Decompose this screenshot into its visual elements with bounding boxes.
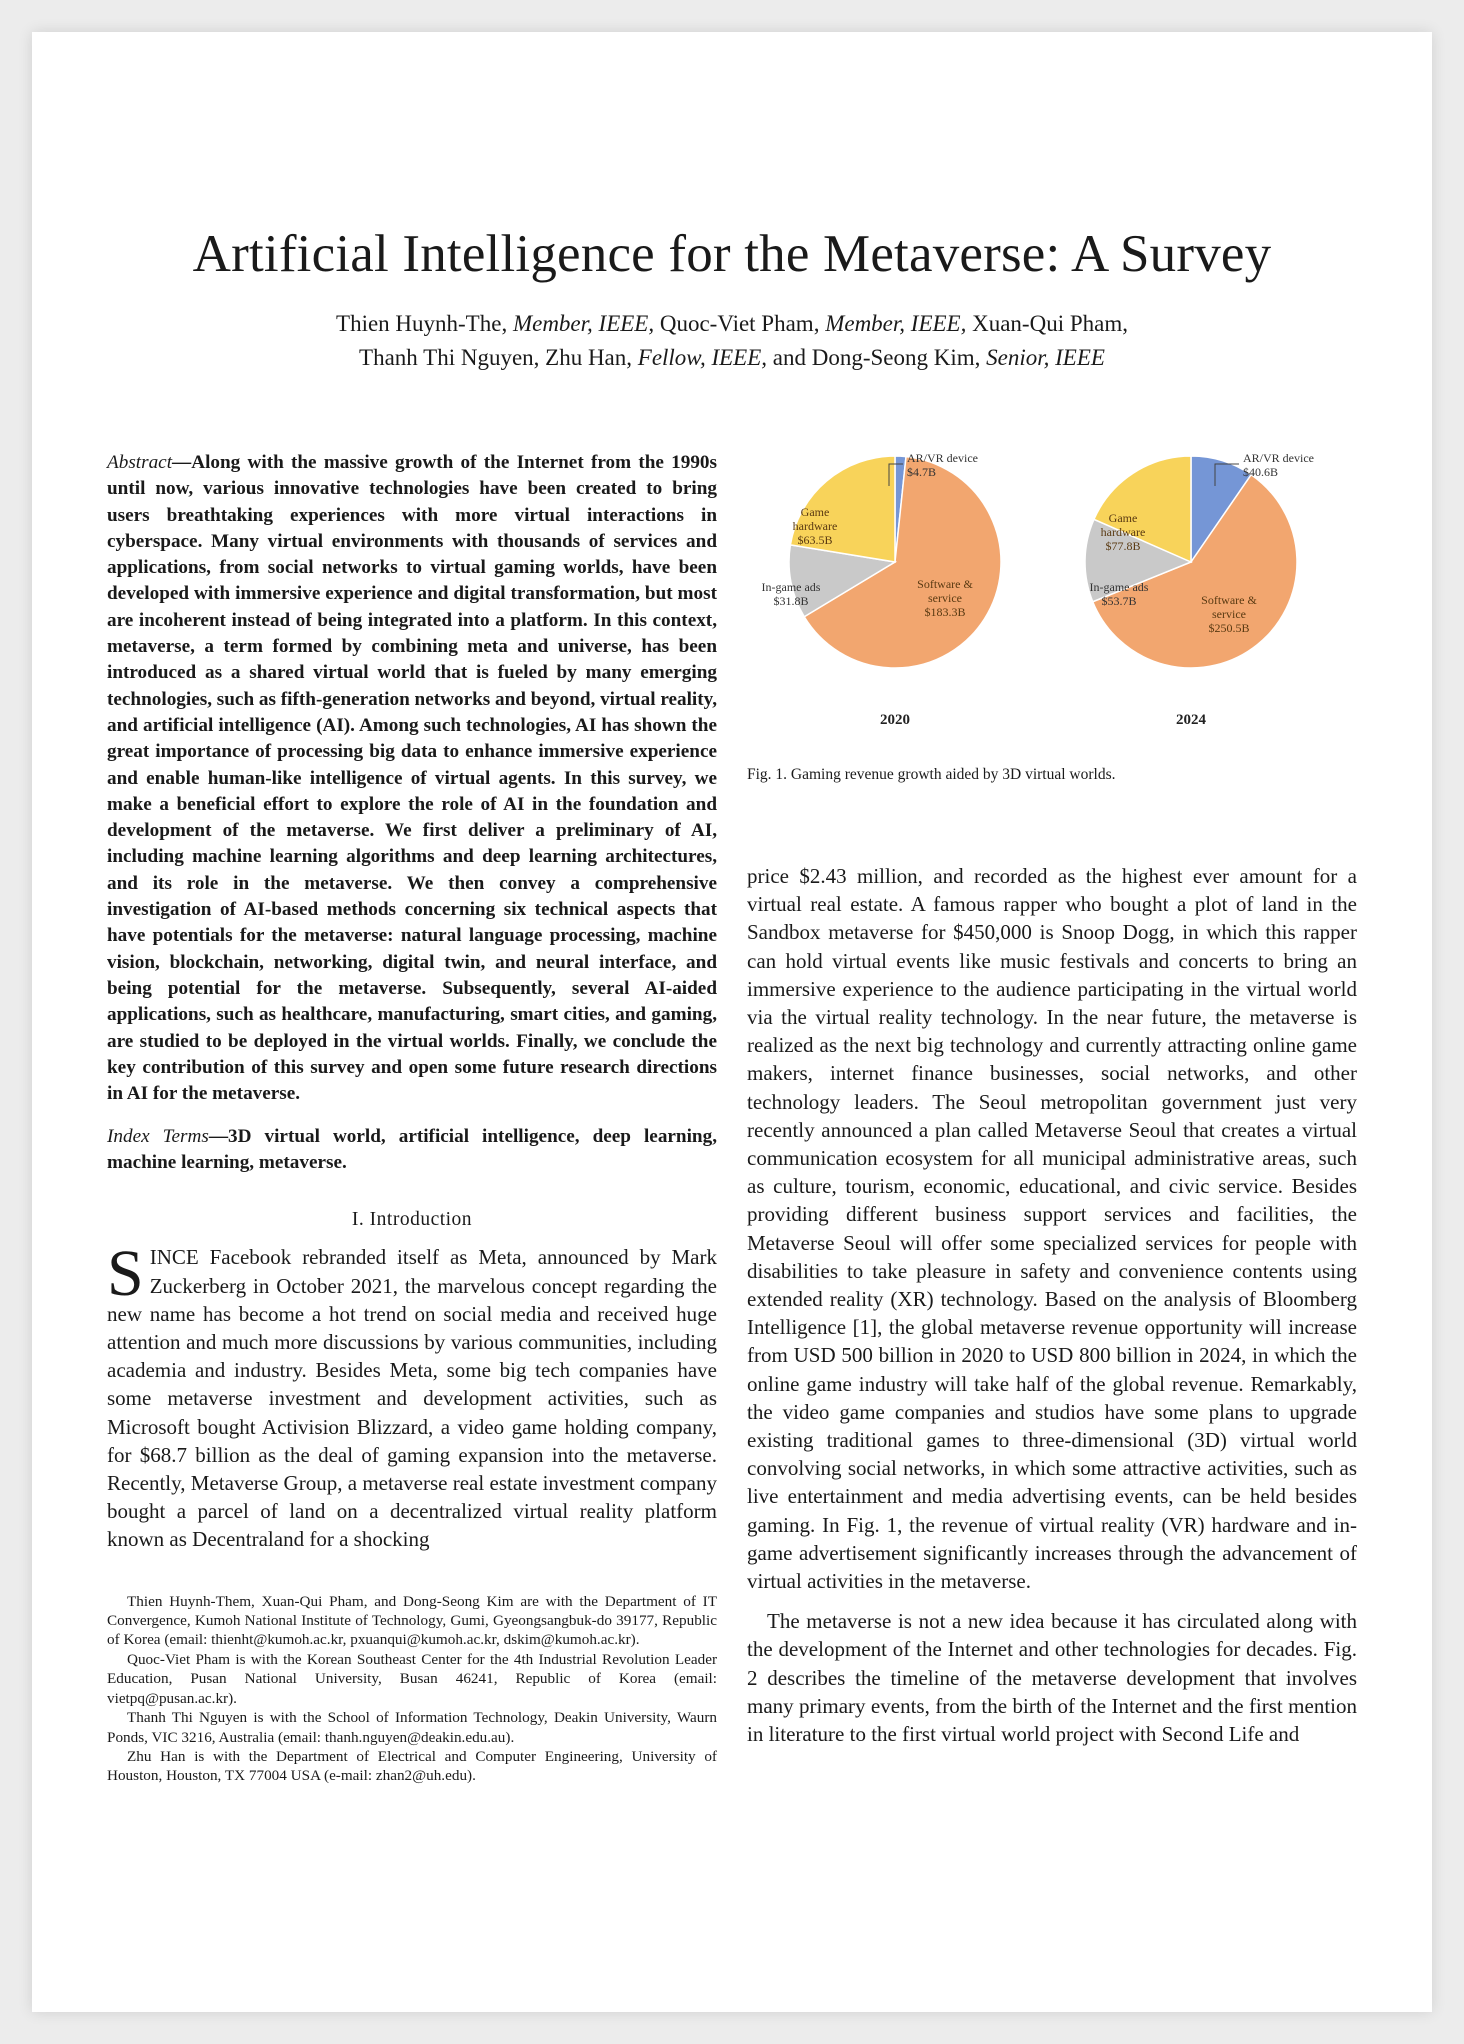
intro-paragraph-1-continued: price $2.43 million, and recorded as the highest ever amount for a virtual real estate. A famous rapper who bought a plot of land in the Sandbox metaverse for $450,000 is Snoop Dogg, in which this rapper can hold virtual events like music festivals and concerts to bring an immersive experience to the audience participating in the virtual world via the virtual reality technology. In the near future, the metaverse is realized as the next big technology and currently attracting online game makers, internet finance businesses, social networks, and other technology leaders. The Seoul metropolitan government just very recently announced a plan called Metaverse Seoul that creates a virtual communication ecosystem for all municipal administrative areas, such as culture, tourism, economic, educational, and civic service. Besides providing different business support services and facilities, the Metaverse Seoul will offer some specialized services for people with disabilities to take pleasure in safety and convenience contents using extended reality (XR) technology. Based on the analysis of Bloomberg Intelligence [1], the global metaverse revenue opportunity will increase from USD 500 billion in 2020 to USD 800 billion in 2024, in which the online game industry will take half of the global revenue. Remarkably, the video game companies and studios have some plans to upgrade existing traditional games to three-dimensional (3D) virtual world convolving social networks, in which some attractive activities, such as live entertainment and media advertising events, can be held besides gaming. In Fig. 1, the revenue of virtual reality (VR) hardware and in-game advertisement significantly increases through the advancement of virtual activities in the metaverse. — [747, 864, 1357, 1594]
pie-title-2024: 2024 — [1176, 712, 1206, 728]
author-name: Quoc-Viet Pham, — [654, 311, 826, 336]
author-name: Thien Huynh-The, — [336, 311, 513, 336]
footnote: Zhu Han is with the Department of Electrical and Computer Engineering, University of Houston, Houston, TX 77004 USA (e-mail: zhan2@uh.edu). — [107, 1747, 717, 1785]
figure-caption: Fig. 1. Gaming revenue growth aided by 3D virtual worlds. — [747, 766, 1116, 783]
intro-paragraph-1 — [107, 1237, 717, 1553]
intro-paragraph-2: The metaverse is not a new idea because it has circulated along with the development of the Internet and other technologies for decades. Fig. 2 describes the timeline of the metaverse development that involves many primary events, from the birth of the Internet and the first mention in literature to the first virtual world project with Second Life and — [747, 1609, 1357, 1747]
abstract-label: Abstract — [107, 452, 173, 473]
right-column — [747, 450, 1357, 1748]
author-affiliation: Member, IEEE, — [512, 311, 655, 336]
author-name: Thanh Thi Nguyen, Zhu Han, — [359, 345, 638, 370]
slice-label-2020-software: Software & service $183.3B — [917, 577, 973, 619]
revenue-pie-charts — [747, 450, 1357, 790]
paper-title: Artificial Intelligence for the Metaverse: A Survey — [192, 225, 1272, 283]
paper-page — [32, 32, 1432, 2012]
index-terms-text: —3D virtual world, artificial intelligence, deep learning, machine learning, metaverse. — [107, 1126, 717, 1174]
author-list — [32, 307, 1432, 375]
section-heading-introduction: I. Introduction — [351, 1209, 473, 1231]
drop-cap: S — [107, 1237, 144, 1311]
author-affiliation: Member, IEEE, — [825, 311, 967, 336]
author-affiliation: Senior, IEEE — [986, 345, 1105, 370]
slice-label-2024-ingame: In-game ads $53.7B — [1089, 580, 1149, 608]
figure-1 — [747, 450, 1357, 828]
abstract-text: —Along with the massive growth of the Internet from the 1990s until now, various innovative technologies have been created to bring users breathtaking experiences with more virtual interactions in cyberspace. Many virtual environments with thousands of services and applications, from social networks to virtual gaming worlds, have been developed with immersive experience and digital transformation, but most are incoherent instead of being integrated into a platform. In this context, metaverse, a term formed by combining meta and universe, has been introduced as a shared virtual world that is fueled by many emerging technologies, such as fifth-generation networks and beyond, virtual reality, and artificial intelligence (AI). Among such technologies, AI has shown the great importance of processing big data to enhance immersive experience and enable human-like intelligence of virtual agents. In this survey, we make a beneficial effort to explore the role of AI in the foundation and development of the metaverse. We first deliver a preliminary of AI, including machine learning algorithms and deep learning architectures, and its role in the metaverse. We then convey a comprehensive investigation of AI-based methods concerning six technical aspects that have potentials for the metaverse: natural language processing, machine vision, blockchain, networking, digital twin, and neural interface, and being potential for the metaverse. Subsequently, several AI-aided applications, such as healthcare, manufacturing, smart cities, and gaming, are studied to be deployed in the virtual worlds. Finally, we conclude the key contribution of this survey and open some future research directions in AI for the metaverse. — [107, 452, 717, 1105]
author-line-2 — [32, 341, 1432, 375]
author-line-1 — [32, 307, 1432, 341]
pie-title-2020: 2020 — [880, 712, 910, 728]
footnote: Thien Huynh-Them, Xuan-Qui Pham, and Dong-Seong Kim are with the Department of IT Convergence, Kumoh National Institute of Technology, Gumi, Gyeongsangbuk-do 39177, Republic of Korea (email: thienht@kumoh.ac.kr, pxuanqui@kumoh.ac.kr, dskim@kumoh.ac.kr). — [107, 1592, 717, 1649]
author-name: Xuan-Qui Pham, — [966, 311, 1128, 336]
slice-label-2020-arvr: AR/VR device $4.7B — [907, 451, 978, 479]
footnote: Quoc-Viet Pham is with the Korean Southeast Center for the 4th Industrial Revolution Leader Education, Pusan National University, Busan 46241, Republic of Korea (email: vietpq@pusan.ac.kr). — [107, 1650, 717, 1707]
slice-label-2020-ingame: In-game ads $31.8B — [761, 580, 821, 608]
intro-paragraph-1-text: INCE Facebook rebranded itself as Meta, announced by Mark Zuckerberg in October 2021, the marvelous concept regarding the new name has become a hot trend on social media and received huge attention and much more discussions by various communities, including academia and industry. Besides Meta, some big tech companies have some metaverse investment and development activities, such as Microsoft bought Activision Blizzard, a video game holding company, for $68.7 billion as the deal of gaming expansion into the metaverse. Recently, Metaverse Group, a metaverse real estate investment company bought a parcel of land on a decentralized virtual reality platform known as Decentraland for a shocking — [107, 1245, 717, 1552]
index-terms-label: Index Terms — [107, 1126, 209, 1148]
index-terms — [107, 1124, 717, 1176]
author-name: and Dong-Seong Kim, — [767, 345, 987, 370]
slice-label-2024-software: Software & service $250.5B — [1201, 593, 1257, 635]
author-footnotes — [107, 1592, 717, 1786]
slice-label-2024-arvr: AR/VR device $40.6B — [1243, 451, 1314, 479]
abstract — [107, 450, 717, 1107]
slice-label-2024-hardware: Game hardware $77.8B — [1100, 511, 1146, 553]
slice-label-2020-hardware: Game hardware $63.5B — [792, 505, 838, 547]
author-affiliation: Fellow, IEEE, — [637, 345, 767, 370]
left-column — [107, 450, 717, 1786]
footnote: Thanh Thi Nguyen is with the School of Information Technology, Deakin University, Waurn Ponds, VIC 3216, Australia (email: thanh.nguyen@deakin.edu.au). — [107, 1709, 717, 1746]
